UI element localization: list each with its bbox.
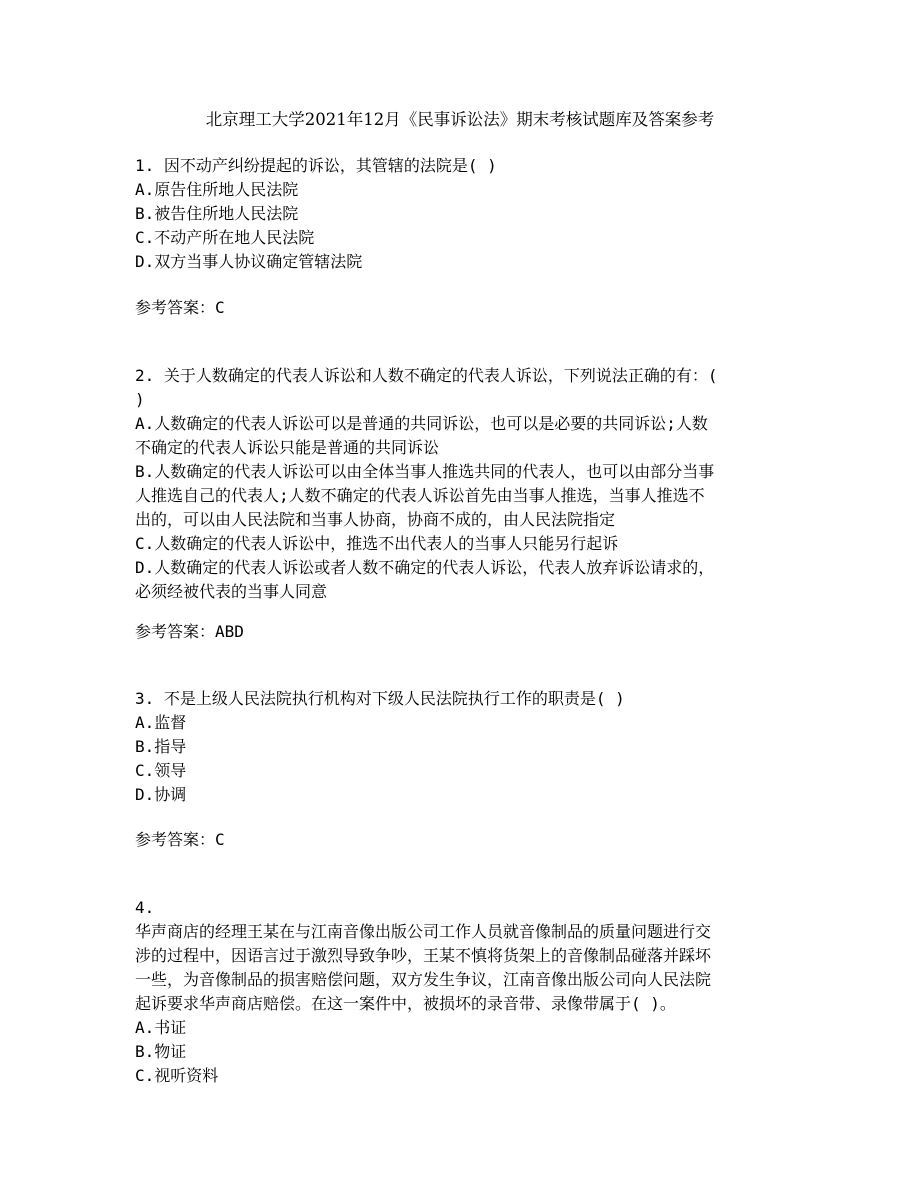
option-2a-cont: 不确定的代表人诉讼只能是普通的共同诉讼	[135, 438, 440, 457]
answer-3-block	[135, 828, 790, 852]
question-2	[135, 364, 790, 604]
option-2b: B.人数确定的代表人诉讼可以由全体当事人推选共同的代表人，也可以由部分当事	[135, 462, 715, 481]
option-2d-cont: 必须经被代表的当事人同意	[135, 582, 328, 601]
option-3a: A.监督	[135, 713, 187, 732]
question-3-stem: 3. 不是上级人民法院执行机构对下级人民法院执行工作的职责是( )	[135, 689, 625, 708]
option-4b: B.物证	[135, 1042, 187, 1061]
option-3b: B.指导	[135, 737, 187, 756]
option-1d: D.双方当事人协议确定管辖法院	[135, 252, 363, 271]
document-title: 北京理工大学2021年12月《民事诉讼法》期末考核试题库及答案参考	[205, 110, 715, 129]
option-4c: C.视听资料	[135, 1066, 219, 1085]
question-4	[135, 896, 790, 1088]
option-1b: B.被告住所地人民法院	[135, 204, 299, 223]
option-1c: C.不动产所在地人民法院	[135, 228, 315, 247]
answer-1: 参考答案：C	[135, 298, 225, 317]
answer-2: 参考答案：ABD	[135, 622, 244, 641]
question-4-stem-4: 起诉要求华声商店赔偿。在这一案件中，被损坏的录音带、录像带属于( )。	[135, 994, 676, 1013]
option-2b-cont-1: 人推选自己的代表人;人数不确定的代表人诉讼首先由当事人推选，当事人推选不	[135, 486, 705, 505]
question-2-stem: 2. 关于人数确定的代表人诉讼和人数不确定的代表人诉讼，下列说法正确的有：(	[135, 366, 718, 385]
question-4-stem-1: 华声商店的经理王某在与江南音像出版公司工作人员就音像制品的质量问题进行交	[135, 922, 712, 941]
option-4a: A.书证	[135, 1018, 187, 1037]
question-1-stem: 1. 因不动产纠纷提起的诉讼，其管辖的法院是( )	[135, 156, 497, 175]
option-2c: C.人数确定的代表人诉讼中，推选不出代表人的当事人只能另行起诉	[135, 534, 619, 553]
option-3c: C.领导	[135, 761, 187, 780]
option-2d: D.人数确定的代表人诉讼或者人数不确定的代表人诉讼，代表人放弃诉讼请求的，	[135, 558, 715, 577]
answer-2-block	[135, 620, 790, 644]
question-4-stem-2: 涉的过程中，因语言过于激烈导致争吵，王某不慎将货架上的音像制品碰落并踩坏	[135, 946, 712, 965]
option-2b-cont-2: 出的，可以由人民法院和当事人协商，协商不成的，由人民法院指定	[135, 510, 616, 529]
answer-1-block	[135, 296, 790, 320]
question-4-stem-3: 一些，为音像制品的损害赔偿问题，双方发生争议，江南音像出版公司向人民法院	[135, 970, 712, 989]
question-3	[135, 687, 790, 807]
option-2a: A.人数确定的代表人诉讼可以是普通的共同诉讼，也可以是必要的共同诉讼;人数	[135, 414, 708, 433]
answer-3: 参考答案：C	[135, 830, 225, 849]
question-4-number: 4.	[135, 898, 155, 917]
question-1	[135, 154, 790, 274]
option-3d: D.协调	[135, 785, 187, 804]
question-2-stem-cont: )	[135, 390, 145, 409]
option-1a: A.原告住所地人民法院	[135, 180, 299, 199]
